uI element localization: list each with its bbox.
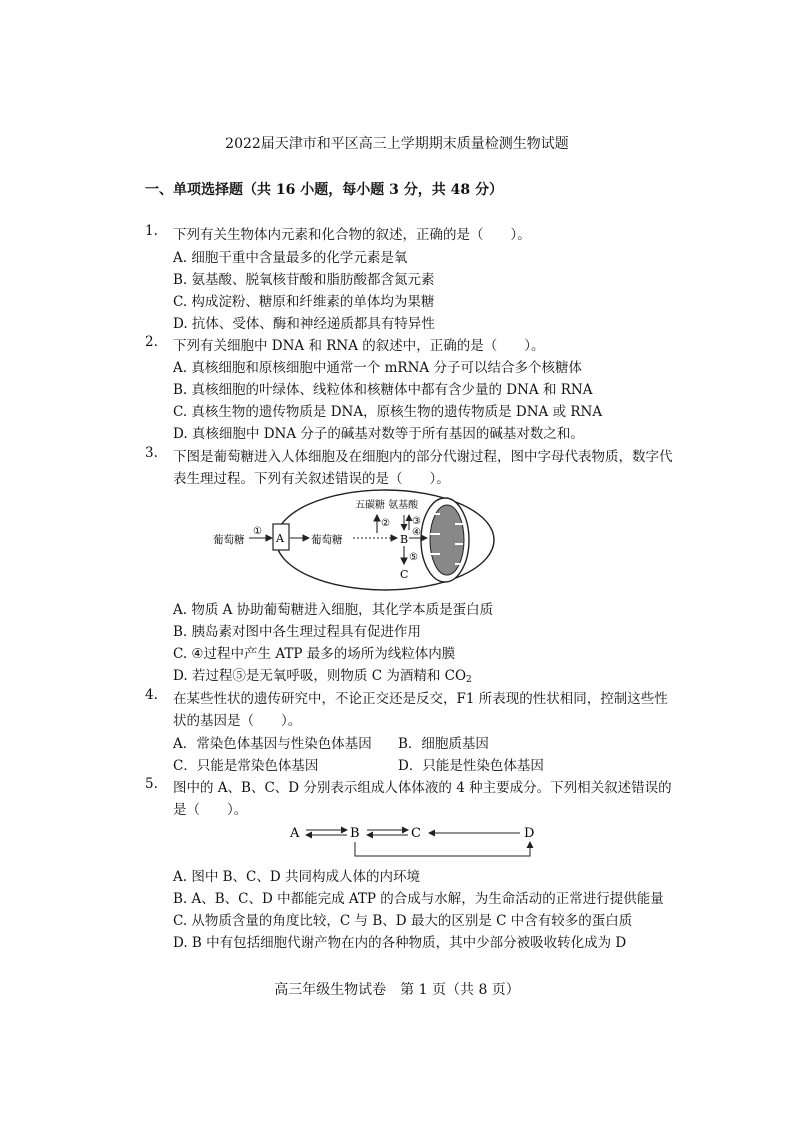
question-stem: 在某些性状的遗传研究中，不论正交还是反交，F1 所表现的性状相同，控制这些性: [173, 691, 668, 707]
question-stem: 下图是葡萄糖进入人体细胞及在细胞内的部分代谢过程，图中字母代表物质，数字代: [173, 449, 673, 465]
option-d-subscript: 2: [466, 675, 472, 685]
step-1-label: ①: [253, 526, 262, 537]
glucose-inside-label: 葡萄糖: [311, 534, 343, 546]
option-c: C. 构成淀粉、糖原和纤维素的单体均为果糖: [173, 294, 435, 310]
option-a: A. 真核细胞和原核细胞中通常一个 mRNA 分子可以结合多个核糖体: [173, 360, 582, 376]
question-stem-cont: 表生理过程。下列有关叙述错误的是（ ）。: [173, 471, 450, 487]
cell-metabolism-diagram: [205, 488, 505, 594]
carrier-a-label: A: [276, 532, 284, 545]
option-a: A. 物质 A 协助葡萄糖进入细胞，其化学本质是蛋白质: [173, 602, 494, 618]
question-number: 1.: [145, 223, 158, 239]
question-number: 2.: [145, 334, 158, 350]
node-c-label: C: [411, 826, 421, 841]
option-c: C. 从物质含量的角度比较，C 与 B、D 最大的区别是 C 中含有较多的蛋白质: [173, 913, 633, 929]
option-d: D．只能是性染色体基因: [398, 758, 544, 774]
step-2-label: ②: [381, 518, 390, 529]
option-d: D. B 中有包括细胞代谢产物在内的各种物质，其中少部分被吸收转化成为 D: [173, 935, 627, 951]
glucose-outside-label: 葡萄糖: [213, 534, 245, 546]
question-stem-cont: 是（ ）。: [173, 802, 248, 818]
option-b: B. 氨基酸、脱氧核苷酸和脂肪酸都含氮元素: [173, 272, 435, 288]
node-c-label: C: [400, 568, 409, 581]
step-5-label: ⑤: [409, 552, 418, 563]
option-b: B. 真核细胞的叶绿体、线粒体和核糖体中都有含少量的 DNA 和 RNA: [173, 382, 593, 398]
question-number: 3.: [145, 445, 158, 461]
question-number: 4.: [145, 687, 158, 703]
mitochondrion-icon: [421, 498, 469, 582]
node-a-label: A: [290, 826, 300, 841]
page-title: 2022届天津市和平区高三上学期期末质量检测生物试题: [225, 136, 569, 152]
question-stem: 图中的 A、B、C、D 分别表示组成人体体液的 4 种主要成分。下列相关叙述错误的: [173, 780, 672, 796]
node-b-label: B: [400, 533, 409, 546]
option-a: A．常染色体基因与性染色体基因: [173, 736, 372, 752]
step-4-label: ④: [412, 527, 421, 538]
body-fluid-diagram: [285, 822, 545, 860]
question-stem-cont: 状的基因是（ ）。: [173, 713, 302, 729]
option-a: A. 图中 B、C、D 共同构成人体的内环境: [173, 869, 420, 885]
products-top-label: 五碳糖 氨基酸: [355, 500, 419, 511]
node-d-label: D: [524, 826, 535, 841]
option-b: B. A、B、C、D 中都能完成 ATP 的合成与水解，为生命活动的正常进行提供能量: [173, 891, 664, 907]
node-b-label: B: [350, 826, 360, 841]
option-d-text: D. 若过程⑤是无氧呼吸，则物质 C 为酒精和 CO: [173, 668, 467, 684]
option-b: B．细胞质基因: [398, 736, 489, 752]
option-b: B. 胰岛素对图中各生理过程具有促进作用: [173, 624, 422, 640]
option-a: A. 细胞干重中含量最多的化学元素是氧: [173, 250, 408, 266]
option-c: C. ④过程中产生 ATP 最多的场所为线粒体内膜: [173, 646, 456, 662]
option-d: D. 真核细胞中 DNA 分子的碱基对数等于所有基因的碱基对数之和。: [173, 426, 584, 442]
question-number: 5.: [145, 776, 158, 792]
option-c: C．只能是常染色体基因: [173, 758, 319, 774]
question-stem: 下列有关生物体内元素和化合物的叙述，正确的是（ ）。: [173, 227, 531, 243]
option-d: D. 抗体、受体、酶和神经递质都具有特异性: [173, 316, 435, 332]
section-heading: 一、单项选择题（共 16 小题，每小题 3 分，共 48 分）: [145, 182, 503, 198]
page-footer: 高三年级生物试卷 第 1 页（共 8 页）: [274, 982, 520, 998]
option-c: C. 真核生物的遗传物质是 DNA，原核生物的遗传物质是 DNA 或 RNA: [173, 404, 603, 420]
option-d: [173, 664, 472, 685]
step-3-label: ③: [412, 516, 421, 527]
question-stem: 下列有关细胞中 DNA 和 RNA 的叙述中，正确的是（ ）。: [173, 338, 545, 354]
